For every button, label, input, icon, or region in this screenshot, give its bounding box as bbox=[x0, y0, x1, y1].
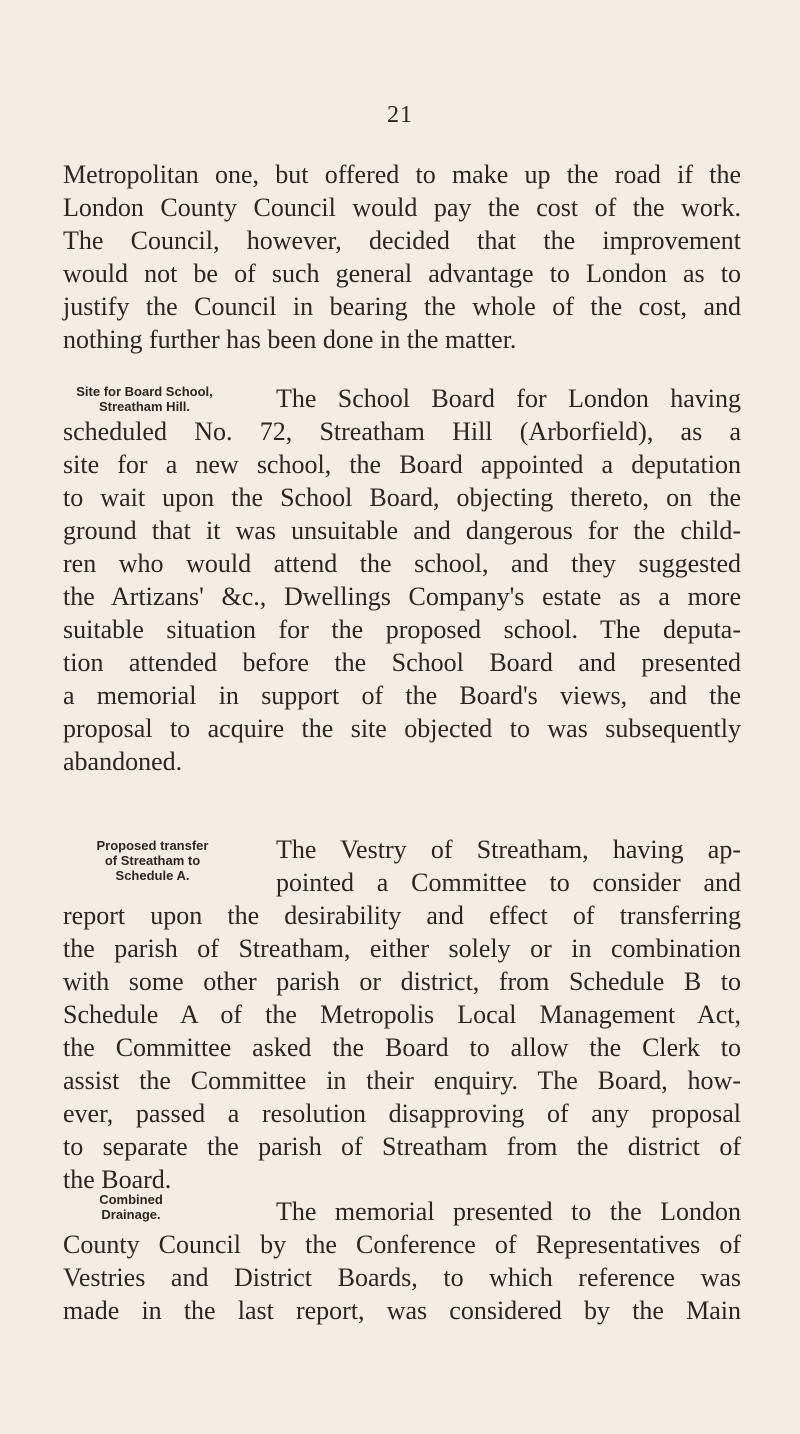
sidenote-line: Proposed transfer bbox=[96, 838, 209, 853]
sidenote-line: of Streatham to bbox=[104, 853, 201, 868]
text-line: ren who would attend the school, and they suggested bbox=[63, 549, 741, 578]
text-line: to separate the parish of Streatham from the district of bbox=[63, 1132, 741, 1161]
text-line: County Council by the Conference of Representatives of bbox=[63, 1230, 741, 1259]
text-line: to wait upon the School Board, objecting thereto, on the bbox=[63, 483, 741, 512]
text-line: justify the Council in bearing the whole of the cost, and bbox=[63, 292, 741, 321]
text-line: The Council, however, decided that the improvement bbox=[63, 226, 741, 255]
text-line: nothing further has been done in the matter. bbox=[63, 325, 517, 354]
text-line: The School Board for London having bbox=[276, 384, 741, 413]
sidenote-line: Schedule A. bbox=[115, 868, 190, 883]
text-line: ground that it was unsuitable and dangerous for the child- bbox=[63, 516, 741, 545]
text-line: abandoned. bbox=[63, 747, 183, 776]
sidenote-line: Streatham Hill. bbox=[98, 399, 191, 414]
sidenote-line: Drainage. bbox=[101, 1207, 161, 1222]
text-line: pointed a Committee to consider and bbox=[276, 868, 741, 897]
paragraph-proposed-transfer bbox=[63, 833, 741, 1196]
paragraph-continuation bbox=[63, 158, 741, 356]
text-line: scheduled No. 72, Streatham Hill (Arborfield), as a bbox=[63, 417, 741, 446]
text-line: The Vestry of Streatham, having ap- bbox=[276, 835, 741, 864]
text-line: a memorial in support of the Board's views, and the bbox=[63, 681, 741, 710]
text-line: the Committee asked the Board to allow the Clerk to bbox=[63, 1033, 741, 1062]
text-line: with some other parish or district, from Schedule B to bbox=[63, 967, 741, 996]
text-line: tion attended before the School Board and presented bbox=[63, 648, 741, 677]
text-line: the parish of Streatham, either solely or in combination bbox=[63, 934, 741, 963]
text-line: report upon the desirability and effect of transferring bbox=[63, 901, 741, 930]
paragraph-combined-drainage bbox=[63, 1195, 741, 1327]
text-line: Metropolitan one, but offered to make up the road if the bbox=[63, 160, 741, 189]
page-number: 21 bbox=[387, 102, 413, 128]
text-line: proposal to acquire the site objected to was subsequently bbox=[63, 714, 741, 743]
text-line: made in the last report, was considered by the Main bbox=[63, 1296, 741, 1325]
text-line: Vestries and District Boards, to which reference was bbox=[63, 1263, 741, 1292]
text-line: London County Council would pay the cost of the work. bbox=[63, 193, 741, 222]
text-line: the Board. bbox=[63, 1165, 172, 1194]
text-line: The memorial presented to the London bbox=[276, 1197, 741, 1226]
text-line: ever, passed a resolution disapproving of any proposal bbox=[63, 1099, 741, 1128]
paragraph-school-site bbox=[63, 382, 741, 778]
text-line: would not be of such general advantage to London as to bbox=[63, 259, 741, 288]
text-line: the Artizans' &c., Dwellings Company's estate as a more bbox=[63, 582, 741, 611]
text-line: site for a new school, the Board appointed a deputation bbox=[63, 450, 741, 479]
text-line: assist the Committee in their enquiry. The Board, how- bbox=[63, 1066, 741, 1095]
text-line: suitable situation for the proposed school. The deputa- bbox=[63, 615, 741, 644]
text-line: Schedule A of the Metropolis Local Management Act, bbox=[63, 1000, 741, 1029]
sidenote-line: Combined bbox=[99, 1192, 163, 1207]
sidenote-line: Site for Board School, bbox=[76, 384, 213, 399]
